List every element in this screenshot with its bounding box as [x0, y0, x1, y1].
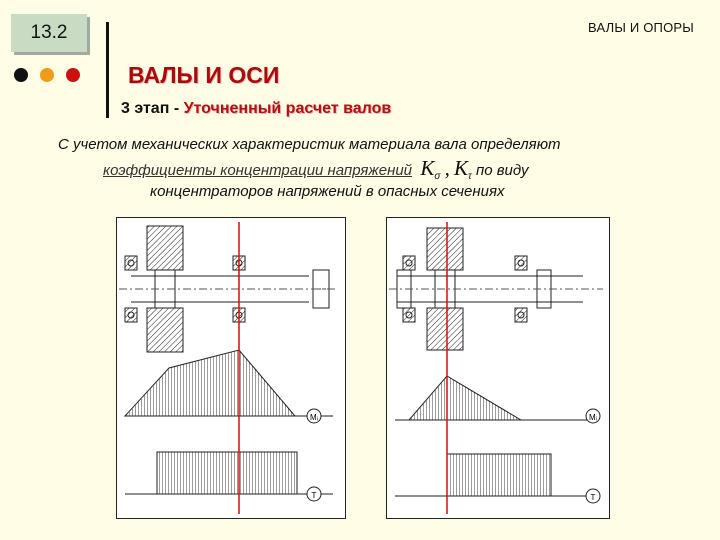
bending-moment-diagram — [395, 376, 600, 423]
torque-label-1: T — [311, 491, 317, 500]
shaft-assembly — [119, 226, 337, 352]
torque-label-2: T — [590, 493, 596, 502]
stage-heading — [121, 100, 391, 118]
shaft-assembly — [389, 228, 603, 350]
moment-label-1: Mᵢ — [310, 413, 318, 422]
shaft-diagram-2 — [386, 217, 610, 519]
slide-number: 13.2 — [11, 14, 87, 52]
stage-prefix: 3 этап - — [121, 100, 184, 117]
bullet-dot-red — [66, 68, 80, 82]
section-header: ВАЛЫ И ОПОРЫ — [588, 20, 694, 35]
k-tau-symbol: K — [454, 156, 469, 180]
torque-diagram — [125, 452, 333, 501]
paragraph-line-1: С учетом механических характеристик материала вала определяют — [58, 136, 561, 153]
k-sigma-symbol: K — [420, 156, 435, 180]
page-title: ВАЛЫ И ОСИ — [128, 62, 280, 88]
symbol-comma: , — [444, 156, 450, 180]
paragraph-line-2-end: по виду — [475, 162, 529, 179]
bullet-dot-orange — [40, 68, 54, 82]
concentration-coefficients-term: коэффициенты концентрации напряжений — [103, 162, 413, 179]
shaft-diagram-1 — [116, 217, 346, 519]
torque-diagram — [395, 454, 600, 503]
paragraph-line-2 — [103, 156, 529, 182]
header-divider — [106, 22, 109, 118]
moment-label-2: Mᵢ — [589, 413, 597, 422]
stage-highlight: Уточненный расчет валов — [183, 100, 392, 117]
k-tau-subscript: τ — [468, 171, 472, 182]
paragraph-line-3: концентраторов напряжений в опасных сечениях — [150, 183, 505, 200]
bullet-dot-black — [14, 68, 28, 82]
bending-moment-diagram — [125, 350, 333, 423]
k-sigma-subscript: σ — [434, 171, 441, 182]
